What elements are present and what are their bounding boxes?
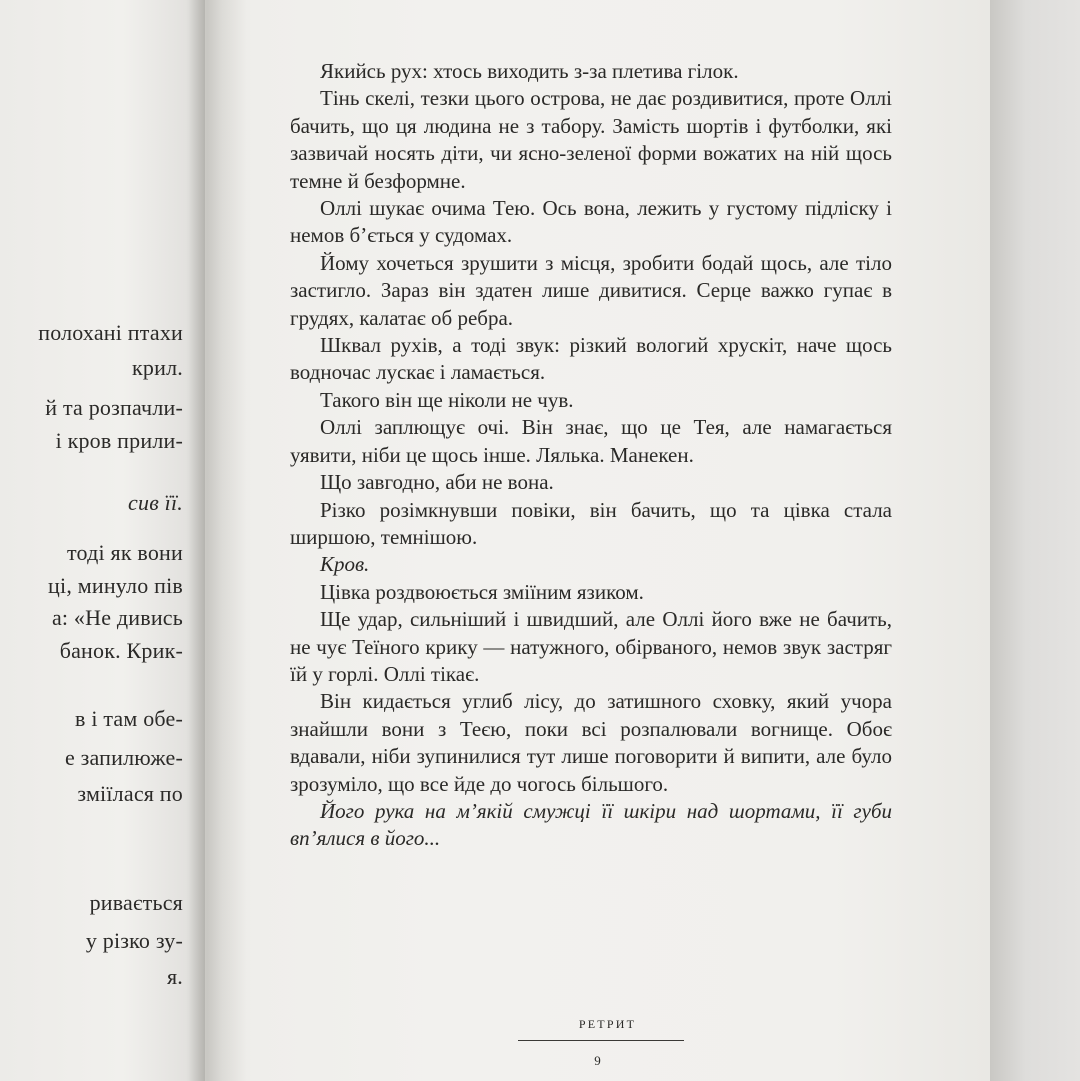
- left-text-line: крил.: [132, 355, 183, 380]
- page-number: 9: [594, 1053, 601, 1068]
- paragraph: Оллі шукає очима Тею. Ось вона, лежить у густому підліску і немов б’ється у судомах.: [290, 196, 892, 248]
- left-text-line: ці, минуло пів: [48, 573, 183, 598]
- paragraph: Оллі заплющує очі. Він знає, що це Тея, але намагається уявити, ніби це щось інше. Лялька. Манекен.: [290, 415, 892, 467]
- left-text-line: в і там обе-: [75, 706, 183, 731]
- paragraph: Шквал рухів, а тоді звук: різкий вологий хрускіт, наче щось водночас лускає і ламається.: [290, 333, 892, 385]
- left-text-line: у різко зу-: [85, 928, 183, 953]
- paragraph-italic: Його рука на м’якій смужці її шкіри над шортами, її губи вп’ялися в його...: [290, 798, 892, 851]
- paragraph-italic: Кров.: [320, 552, 370, 577]
- left-text-line: сив її.: [128, 490, 183, 515]
- paragraph: Що завгодно, аби не вона.: [320, 470, 554, 495]
- left-text-line: і кров прили-: [55, 428, 183, 453]
- left-text-line: зміїлася по: [77, 781, 183, 806]
- paragraph: Різко розімкнувши повіки, він бачить, що та цівка стала ширшою, темнішою.: [290, 497, 892, 549]
- paragraph: Тінь скелі, тезки цього острова, не дає роздивитися, проте Оллі бачить, що ця людина не з табору. Замість шортів і футболки, які зазвичай носять діти, чи ясно-зеленої форми вожатих на ній щось темне й безформне.: [290, 86, 892, 193]
- table-surface: [990, 0, 1080, 1081]
- left-text-line: полохані птахи: [38, 320, 183, 345]
- left-text-line: я.: [166, 964, 183, 989]
- left-text-line: й та розпачли-: [45, 395, 183, 420]
- running-title: РЕТРИТ: [578, 1017, 637, 1031]
- body-text: [290, 58, 892, 853]
- paragraph: Цівка роздвоюється зміїним язиком.: [320, 579, 644, 604]
- paragraph: Якийсь рух: хтось виходить з-за плетива гілок.: [320, 59, 739, 83]
- left-text-line: тоді як вони: [67, 540, 183, 565]
- right-page: [205, 0, 990, 1081]
- left-page: [0, 0, 205, 1081]
- paragraph: Ще удар, сильніший і швидший, але Оллі його вже не бачить, не чує Теїного крику — натужного, обірваного, немов звук застряг їй у горлі. Оллі тікає.: [290, 607, 892, 686]
- paragraph: Такого він ще ніколи не чув.: [320, 387, 574, 412]
- left-text-line: е запилюже-: [64, 745, 183, 770]
- paragraph: Йому хочеться зрушити з місця, зробити бодай щось, але тіло застигло. Зараз він здатен лише дивитися. Серце важко гупає в грудях, калатає об ребра.: [290, 250, 892, 330]
- left-text-line: банок. Крик-: [59, 638, 183, 663]
- running-title-rule: [518, 1040, 684, 1041]
- left-text-line: ривається: [89, 890, 183, 915]
- paragraph: Він кидається углиб лісу, до затишного сховку, який учора знайшли вони з Теєю, поки всі розпалювали вогнище. Обоє вдавали, ніби зупинилися тут лише поговорити й випити, але було зрозуміло, що все йде до чогось більшого.: [290, 689, 892, 796]
- left-text-line: а: «Не дивись: [51, 605, 183, 630]
